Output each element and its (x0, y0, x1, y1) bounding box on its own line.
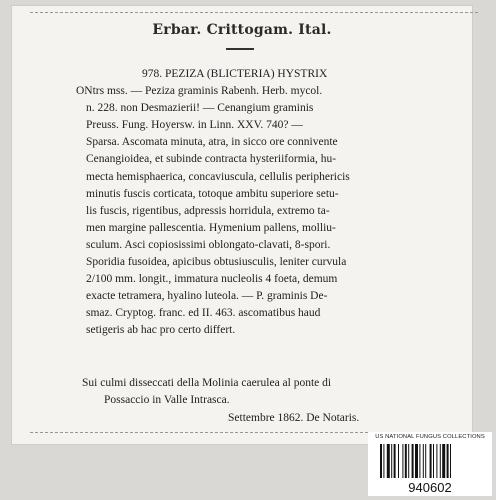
label-line: Preuss. Fung. Hoyersw. in Linn. XXV. 740? — (86, 119, 303, 132)
label-line: Sparsa. Ascomata minuta, atra, in sicco ore connivente (86, 136, 338, 149)
label-line: Cenangioidea, et subinde contracta hysteriiformia, hu- (86, 153, 337, 166)
label-line: exacte tetramera, hyalino luteola. — P. graminis De- (86, 290, 328, 303)
barcode-icon (380, 444, 480, 478)
label-body (76, 66, 406, 340)
label-header: Erbar. Crittogam. Ital. (152, 22, 332, 38)
catalog-number: 940602 (408, 480, 452, 495)
label-line: lis fuscis, rigentibus, adpressis horridula, extremo ta- (86, 204, 330, 217)
label-line: setigeris ab hac pro certo differt. (86, 324, 236, 337)
label-line: 2/100 mm. longit., immatura nucleolis 4 foeta, demum (86, 273, 338, 286)
top-dashed-rule (30, 12, 478, 13)
label-line: ONtrs mss. — Peziza graminis Rabenh. Herb. mycol. (76, 85, 323, 98)
label-line: mecta hemisphaerica, concaviuscula, cellulis periphericis (86, 170, 350, 183)
label-line: men margine pallescentia. Hymenium pallens, molliu- (86, 221, 336, 234)
locality-line-2: Possaccio in Valle Intrasca. (104, 394, 230, 406)
label-line: n. 228. non Desmazierii! — Cenangium graminis (86, 102, 314, 115)
institution-name: US NATIONAL FUNGUS COLLECTIONS (375, 434, 485, 440)
label-line: minutis fuscis corticata, totoque ambitu superiore setu- (86, 187, 339, 200)
specimen-label (12, 6, 472, 444)
barcode-label (368, 432, 492, 496)
collection-date: Settembre 1862. De Notaris. (228, 412, 360, 424)
header-rule (226, 48, 254, 50)
label-line: Sporidia fusoidea, apicibus obtusiusculis, leniter curvula (86, 256, 347, 269)
locality-line-1: Sui culmi disseccati della Molinia caerulea al ponte di (82, 377, 332, 389)
label-line: 978. PEZIZA (BLICTERIA) HYSTRIX (142, 68, 328, 80)
label-line: smaz. Cryptog. franc. ed II. 463. ascomatibus haud (86, 307, 321, 320)
label-line: sculum. Asci copiosissimi oblongato-clavati, 8-spori. (86, 238, 331, 251)
